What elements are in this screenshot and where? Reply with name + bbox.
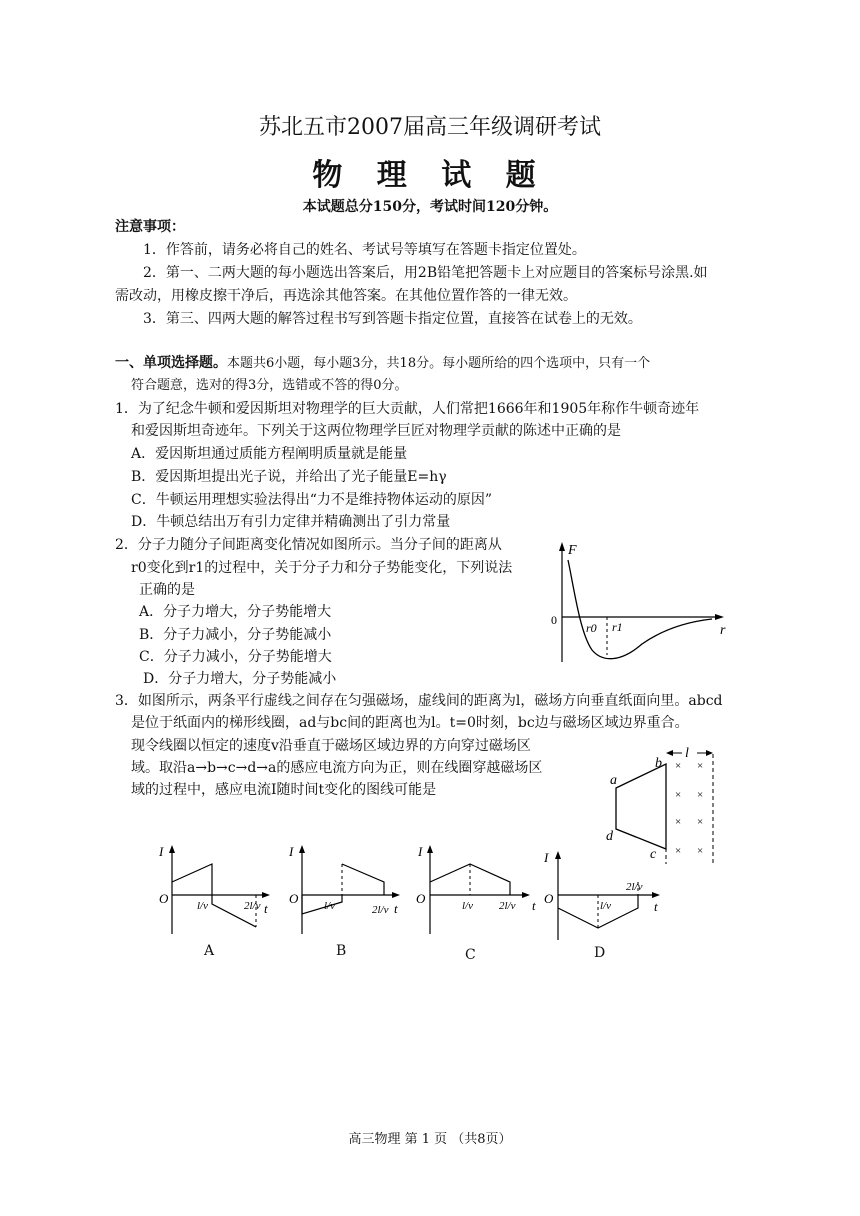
x-axis-arrow [715, 614, 724, 620]
section1-desc-2: 符合题意，选对的得3分，选错或不答的得0分。 [131, 378, 408, 393]
svg-text:t: t [532, 898, 536, 913]
svg-text:2l/v: 2l/v [244, 900, 261, 912]
svg-text:t: t [394, 901, 398, 916]
q1-stem-1: 1．为了纪念牛顿和爱因斯坦对物理学的巨大贡献，人们常把1666年和1905年称作牛顿奇迹年 [115, 401, 700, 417]
svg-text:t: t [654, 899, 658, 914]
note-item-2: 2．第一、二两大题的每小题选出答案后，用2B铅笔把答题卡上对应题目的答案标号涂黑.如 [143, 265, 708, 281]
current-line-2 [342, 864, 384, 895]
q3-graph-b-label: B [336, 943, 347, 959]
width-arrow-left [666, 750, 673, 756]
note-item-1: 1．作答前，请务必将自己的姓名、考试号等填写在答题卡指定位置处。 [143, 242, 586, 258]
q1-option-b: B．爱因斯坦提出光子说，并给出了光子能量E=hγ [131, 469, 447, 485]
svg-text:×: × [697, 760, 704, 772]
q3-graph-d-label: D [594, 945, 606, 961]
svg-text:I: I [159, 844, 164, 859]
subject-title: 物 理 试 题 [312, 158, 548, 193]
svg-text:l/v: l/v [197, 900, 208, 912]
svg-text:I: I [544, 850, 549, 865]
q1-stem-2: 和爱因斯坦奇迹年。下列关于这两位物理学巨匠对物理学贡献的陈述中正确的是 [131, 423, 621, 439]
notes-heading: 注意事项： [115, 219, 185, 235]
svg-text:2l/v: 2l/v [626, 881, 643, 893]
current-line-1 [302, 895, 342, 914]
q3-graph-a [150, 842, 275, 937]
page-footer: 高三物理 第 1 页 （共8页） [348, 1132, 512, 1147]
q3-stem-5: 域的过程中，感应电流I随时间t变化的图线可能是 [131, 782, 437, 798]
q3-graph-a-label: A [204, 943, 215, 959]
origin-label: 0 [551, 613, 557, 627]
vertex-d-label: d [606, 829, 613, 844]
section1-desc-1: 本题共6小题，每小题3分，共18分。每小题所给的四个选项中，只有一个 [227, 356, 651, 371]
y-label: F [568, 543, 577, 558]
current-line [558, 895, 638, 928]
trapezoid-coil [616, 764, 666, 849]
q2-force-graph [540, 538, 730, 668]
q2-stem-1: 2．分子力随分子间距离变化情况如图所示。当分子间的距离从 [115, 537, 502, 553]
svg-text:×: × [697, 845, 704, 857]
q1-option-c: C．牛顿运用理想实验法得出“力不是维持物体运动的原因” [131, 492, 493, 508]
exam-info: 本试题总分150分，考试时间120分钟。 [302, 199, 558, 215]
q2-stem-3: 正确的是 [139, 582, 195, 598]
y-axis-arrow [559, 542, 565, 551]
svg-text:I: I [418, 844, 423, 859]
svg-text:l/v: l/v [462, 900, 473, 912]
svg-text:I: I [289, 844, 294, 859]
vertex-c-label: c [650, 847, 657, 862]
width-label: l [685, 746, 689, 761]
q3-graph-c-label: C [465, 947, 476, 963]
vertex-a-label: a [610, 773, 617, 788]
note-item-2-cont: 需改动，用橡皮擦干净后，再选涂其他答案。在其他位置作答的一律无效。 [115, 288, 577, 304]
svg-text:2l/v: 2l/v [372, 904, 389, 916]
x-label: r [720, 623, 726, 638]
svg-text:×: × [675, 816, 682, 828]
q2-option-b: B．分子力减小，分子势能减小 [139, 627, 332, 643]
svg-text:2l/v: 2l/v [499, 900, 516, 912]
q3-stem-3: 现令线圈以恒定的速度v沿垂直于磁场区域边界的方向穿过磁场区 [131, 738, 531, 754]
svg-text:l/v: l/v [324, 900, 335, 912]
q2-option-d: D．分子力增大，分子势能减小 [143, 671, 337, 687]
q3-graph-b [280, 842, 405, 937]
q3-stem-2: 是位于纸面内的梯形线圈，ad与bc间的距离也为l。t=0时刻，bc边与磁场区域边界重合。 [131, 715, 689, 731]
svg-text:t: t [264, 901, 268, 916]
width-arrow-right [706, 750, 713, 756]
svg-text:O: O [159, 891, 169, 906]
force-curve [568, 560, 712, 659]
q2-stem-2: r0变化到r1的过程中，关于分子力和分子势能变化，下列说法 [131, 560, 513, 576]
svg-text:O: O [416, 891, 426, 906]
q3-graph-c [410, 842, 540, 937]
svg-text:l/v: l/v [600, 900, 611, 912]
q2-option-a: A．分子力增大，分子势能增大 [139, 604, 332, 620]
svg-text:×: × [675, 789, 682, 801]
note-item-3: 3．第三、四两大题的解答过程书写到答题卡指定位置，直接答在试卷上的无效。 [143, 311, 642, 327]
q3-stem-1: 3．如图所示，两条平行虚线之间存在匀强磁场，虚线间的距离为l，磁场方向垂直纸面向里。abcd [115, 693, 723, 709]
svg-text:O: O [289, 891, 299, 906]
q2-option-c: C．分子力减小，分子势能增大 [139, 649, 332, 665]
svg-text:×: × [697, 816, 704, 828]
section1-heading: 一、单项选择题。 [115, 355, 227, 371]
svg-text:×: × [675, 845, 682, 857]
current-line-1 [172, 864, 212, 895]
vertex-b-label: b [655, 756, 662, 771]
section1-header [115, 352, 650, 375]
r0-label: r0 [586, 621, 597, 635]
svg-text:×: × [675, 760, 682, 772]
q1-option-a: A．爱因斯坦通过质能方程阐明质量就是能量 [131, 446, 408, 462]
svg-text:×: × [697, 789, 704, 801]
q3-stem-4: 域。取沿a→b→c→d→a的感应电流方向为正，则在线圈穿越磁场区 [131, 760, 543, 776]
svg-text:O: O [544, 891, 554, 906]
q1-option-d: D．牛顿总结出万有引力定律并精确测出了引力常量 [131, 514, 451, 530]
q3-graph-d [540, 848, 670, 943]
r1-label: r1 [612, 620, 623, 634]
field-crosses [675, 760, 703, 857]
exam-title: 苏北五市2007届高三年级调研考试 [259, 115, 601, 140]
